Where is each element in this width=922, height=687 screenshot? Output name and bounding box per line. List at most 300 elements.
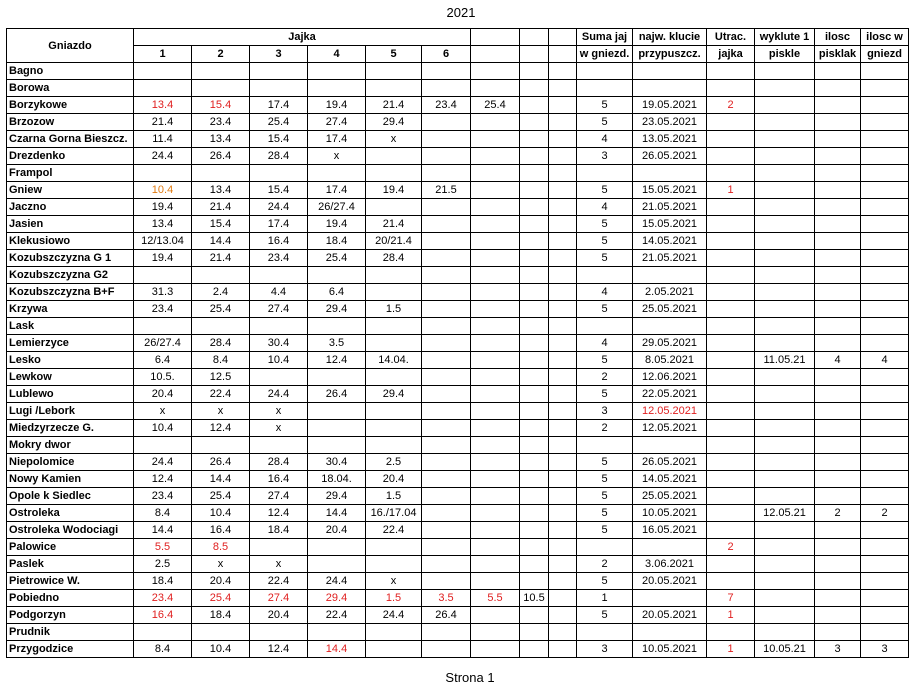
egg-date-6 xyxy=(422,624,471,641)
egg-date-3: 25.4 xyxy=(250,114,308,131)
nest-name: Kozubszczyzna B+F xyxy=(7,284,134,301)
egg-date-7 xyxy=(471,641,520,658)
egg-date-3: 27.4 xyxy=(250,488,308,505)
in-nest-count: 4 xyxy=(861,352,909,369)
egg-sum: 3 xyxy=(577,641,633,658)
lost-eggs xyxy=(707,454,755,471)
table-row xyxy=(7,522,909,539)
egg-date-4: 14.4 xyxy=(308,505,366,522)
lost-eggs xyxy=(707,216,755,233)
header-in-nest: ilosc w xyxy=(861,29,909,46)
egg-date-3: 15.4 xyxy=(250,182,308,199)
expected-hatch: 23.05.2021 xyxy=(633,114,707,131)
in-nest-count xyxy=(861,386,909,403)
egg-date-3 xyxy=(250,165,308,182)
egg-date-6: 3.5 xyxy=(422,590,471,607)
header-hatch: najw. klucie xyxy=(633,29,707,46)
egg-sum xyxy=(577,165,633,182)
spacer-cell xyxy=(549,250,577,267)
spacer-cell xyxy=(549,301,577,318)
lost-eggs xyxy=(707,420,755,437)
first-hatched xyxy=(755,437,815,454)
egg-date-6 xyxy=(422,369,471,386)
in-nest-count xyxy=(861,267,909,284)
table-row xyxy=(7,573,909,590)
first-hatched: 11.05.21 xyxy=(755,352,815,369)
egg-sum xyxy=(577,437,633,454)
first-hatched xyxy=(755,369,815,386)
egg-date-4: 24.4 xyxy=(308,573,366,590)
egg-date-8 xyxy=(520,556,549,573)
nest-name: Pietrowice W. xyxy=(7,573,134,590)
egg-date-4 xyxy=(308,437,366,454)
egg-date-1: 19.4 xyxy=(134,199,192,216)
egg-date-6 xyxy=(422,488,471,505)
expected-hatch xyxy=(633,437,707,454)
nest-name: Czarna Gorna Bieszcz. xyxy=(7,131,134,148)
egg-date-5: 22.4 xyxy=(366,522,422,539)
header-lost: Utrac. xyxy=(707,29,755,46)
spacer-cell xyxy=(549,369,577,386)
egg-date-7 xyxy=(471,182,520,199)
egg-date-7 xyxy=(471,488,520,505)
egg-date-4: 19.4 xyxy=(308,216,366,233)
egg-date-6 xyxy=(422,148,471,165)
egg-date-7 xyxy=(471,165,520,182)
egg-date-4: 6.4 xyxy=(308,284,366,301)
in-nest-count xyxy=(861,301,909,318)
nest-name: Miedzyrzecze G. xyxy=(7,420,134,437)
egg-date-2 xyxy=(192,165,250,182)
in-nest-count xyxy=(861,403,909,420)
egg-date-7 xyxy=(471,573,520,590)
first-hatched xyxy=(755,335,815,352)
chick-count xyxy=(815,386,861,403)
first-hatched xyxy=(755,624,815,641)
egg-date-4: 19.4 xyxy=(308,97,366,114)
egg-date-5 xyxy=(366,165,422,182)
first-hatched xyxy=(755,216,815,233)
egg-number-4: 4 xyxy=(308,46,366,63)
egg-date-8 xyxy=(520,471,549,488)
table-row xyxy=(7,386,909,403)
egg-sum: 5 xyxy=(577,233,633,250)
first-hatched xyxy=(755,318,815,335)
lost-eggs xyxy=(707,352,755,369)
lost-eggs xyxy=(707,556,755,573)
nest-name: Lewkow xyxy=(7,369,134,386)
egg-date-2: 8.4 xyxy=(192,352,250,369)
chick-count xyxy=(815,403,861,420)
egg-date-3: x xyxy=(250,403,308,420)
in-nest-count xyxy=(861,607,909,624)
egg-sum: 5 xyxy=(577,182,633,199)
egg-date-6 xyxy=(422,165,471,182)
egg-date-7 xyxy=(471,471,520,488)
egg-date-4: 17.4 xyxy=(308,182,366,199)
first-hatched xyxy=(755,607,815,624)
egg-date-1: 8.4 xyxy=(134,641,192,658)
egg-date-2: 23.4 xyxy=(192,114,250,131)
egg-date-5: 19.4 xyxy=(366,182,422,199)
egg-date-5 xyxy=(366,199,422,216)
header-row-1 xyxy=(7,29,909,46)
expected-hatch: 21.05.2021 xyxy=(633,199,707,216)
in-nest-count xyxy=(861,216,909,233)
spacer-cell xyxy=(549,63,577,80)
in-nest-count: 2 xyxy=(861,505,909,522)
egg-date-1: 11.4 xyxy=(134,131,192,148)
nest-name: Borzykowe xyxy=(7,97,134,114)
egg-date-8 xyxy=(520,114,549,131)
first-hatched xyxy=(755,590,815,607)
table-row xyxy=(7,318,909,335)
egg-date-1: 24.4 xyxy=(134,454,192,471)
header-in-nest-2: gniezd xyxy=(861,46,909,63)
egg-date-7 xyxy=(471,63,520,80)
header-chicks: ilosc xyxy=(815,29,861,46)
egg-date-8 xyxy=(520,301,549,318)
egg-sum: 4 xyxy=(577,199,633,216)
expected-hatch xyxy=(633,590,707,607)
egg-date-7 xyxy=(471,369,520,386)
egg-date-7 xyxy=(471,80,520,97)
in-nest-count xyxy=(861,522,909,539)
nest-name: Mokry dwor xyxy=(7,437,134,454)
chick-count xyxy=(815,369,861,386)
chick-count xyxy=(815,199,861,216)
egg-date-8 xyxy=(520,233,549,250)
egg-date-6 xyxy=(422,114,471,131)
egg-date-5: 28.4 xyxy=(366,250,422,267)
egg-date-3: x xyxy=(250,420,308,437)
in-nest-count xyxy=(861,556,909,573)
lost-eggs xyxy=(707,318,755,335)
table-row xyxy=(7,471,909,488)
egg-sum: 3 xyxy=(577,148,633,165)
expected-hatch xyxy=(633,165,707,182)
egg-date-2 xyxy=(192,624,250,641)
chick-count: 4 xyxy=(815,352,861,369)
egg-number-7 xyxy=(471,46,520,63)
spacer-cell xyxy=(549,522,577,539)
in-nest-count xyxy=(861,131,909,148)
egg-date-5: 2.5 xyxy=(366,454,422,471)
spacer-cell xyxy=(549,641,577,658)
expected-hatch: 10.05.2021 xyxy=(633,641,707,658)
egg-date-1: 12/13.04 xyxy=(134,233,192,250)
egg-date-7 xyxy=(471,301,520,318)
egg-date-3 xyxy=(250,80,308,97)
egg-date-8 xyxy=(520,267,549,284)
egg-date-7 xyxy=(471,607,520,624)
egg-sum xyxy=(577,624,633,641)
egg-date-7 xyxy=(471,250,520,267)
egg-date-1: 13.4 xyxy=(134,216,192,233)
egg-date-5: 21.4 xyxy=(366,97,422,114)
egg-date-2: x xyxy=(192,403,250,420)
egg-date-5 xyxy=(366,335,422,352)
egg-date-2: 15.4 xyxy=(192,97,250,114)
header-nest: Gniazdo xyxy=(7,29,134,63)
egg-date-7 xyxy=(471,148,520,165)
egg-sum: 5 xyxy=(577,250,633,267)
egg-date-1: 14.4 xyxy=(134,522,192,539)
egg-date-1: 24.4 xyxy=(134,148,192,165)
table-row xyxy=(7,403,909,420)
egg-date-5: 16./17.04 xyxy=(366,505,422,522)
table-row xyxy=(7,505,909,522)
egg-date-5 xyxy=(366,148,422,165)
egg-date-1: 31.3 xyxy=(134,284,192,301)
egg-date-4 xyxy=(308,556,366,573)
egg-date-8 xyxy=(520,250,549,267)
table-row xyxy=(7,335,909,352)
table-row xyxy=(7,267,909,284)
spacer-cell xyxy=(549,539,577,556)
spacer-cell xyxy=(549,471,577,488)
egg-date-1: 18.4 xyxy=(134,573,192,590)
spacer-cell xyxy=(549,233,577,250)
first-hatched xyxy=(755,284,815,301)
egg-date-4: 29.4 xyxy=(308,488,366,505)
chick-count xyxy=(815,420,861,437)
first-hatched xyxy=(755,471,815,488)
egg-date-8 xyxy=(520,148,549,165)
in-nest-count xyxy=(861,437,909,454)
egg-date-8 xyxy=(520,641,549,658)
in-nest-count xyxy=(861,233,909,250)
egg-date-7 xyxy=(471,437,520,454)
egg-date-2: 26.4 xyxy=(192,454,250,471)
egg-date-4: 29.4 xyxy=(308,590,366,607)
lost-eggs xyxy=(707,386,755,403)
egg-date-1: 16.4 xyxy=(134,607,192,624)
egg-sum: 5 xyxy=(577,352,633,369)
egg-date-6: 23.4 xyxy=(422,97,471,114)
spacer-cell xyxy=(549,165,577,182)
egg-date-1 xyxy=(134,267,192,284)
egg-sum: 3 xyxy=(577,403,633,420)
egg-sum: 5 xyxy=(577,114,633,131)
egg-date-3: 10.4 xyxy=(250,352,308,369)
egg-date-2: 25.4 xyxy=(192,301,250,318)
egg-date-2 xyxy=(192,437,250,454)
page-title: 2021 xyxy=(446,5,476,20)
lost-eggs xyxy=(707,114,755,131)
egg-date-1 xyxy=(134,318,192,335)
in-nest-count xyxy=(861,148,909,165)
egg-date-6 xyxy=(422,131,471,148)
header-lost-2: jajka xyxy=(707,46,755,63)
egg-date-6 xyxy=(422,522,471,539)
expected-hatch xyxy=(633,80,707,97)
egg-date-4 xyxy=(308,539,366,556)
egg-date-4: 30.4 xyxy=(308,454,366,471)
chick-count xyxy=(815,539,861,556)
egg-number-2: 2 xyxy=(192,46,250,63)
lost-eggs xyxy=(707,233,755,250)
egg-date-5 xyxy=(366,539,422,556)
egg-date-6 xyxy=(422,233,471,250)
egg-date-8 xyxy=(520,97,549,114)
egg-date-8 xyxy=(520,131,549,148)
expected-hatch: 20.05.2021 xyxy=(633,573,707,590)
egg-sum: 1 xyxy=(577,590,633,607)
expected-hatch: 26.05.2021 xyxy=(633,454,707,471)
egg-date-7: 25.4 xyxy=(471,97,520,114)
table-row xyxy=(7,369,909,386)
spacer-cell xyxy=(549,284,577,301)
egg-date-8 xyxy=(520,318,549,335)
table-row xyxy=(7,97,909,114)
chick-count xyxy=(815,267,861,284)
egg-date-8 xyxy=(520,624,549,641)
in-nest-count xyxy=(861,182,909,199)
spacer-cell xyxy=(549,607,577,624)
egg-date-4 xyxy=(308,318,366,335)
egg-date-4 xyxy=(308,165,366,182)
table-row xyxy=(7,607,909,624)
expected-hatch: 15.05.2021 xyxy=(633,182,707,199)
header-hatch-2: przypuszcz. xyxy=(633,46,707,63)
egg-date-4: 18.4 xyxy=(308,233,366,250)
egg-sum xyxy=(577,80,633,97)
egg-date-4: 17.4 xyxy=(308,131,366,148)
chick-count xyxy=(815,522,861,539)
egg-date-2: 21.4 xyxy=(192,199,250,216)
chick-count xyxy=(815,301,861,318)
in-nest-count xyxy=(861,318,909,335)
egg-date-4 xyxy=(308,403,366,420)
lost-eggs xyxy=(707,403,755,420)
egg-date-7 xyxy=(471,318,520,335)
egg-date-1: 19.4 xyxy=(134,250,192,267)
egg-date-3: 12.4 xyxy=(250,641,308,658)
egg-date-8 xyxy=(520,335,549,352)
egg-date-7 xyxy=(471,199,520,216)
egg-date-5: 21.4 xyxy=(366,216,422,233)
nest-name: Gniew xyxy=(7,182,134,199)
expected-hatch: 20.05.2021 xyxy=(633,607,707,624)
egg-date-4: 3.5 xyxy=(308,335,366,352)
expected-hatch: 21.05.2021 xyxy=(633,250,707,267)
egg-date-2 xyxy=(192,318,250,335)
egg-date-4: 27.4 xyxy=(308,114,366,131)
egg-date-5 xyxy=(366,284,422,301)
egg-date-1: 23.4 xyxy=(134,301,192,318)
lost-eggs xyxy=(707,131,755,148)
egg-date-4: 14.4 xyxy=(308,641,366,658)
table-row xyxy=(7,284,909,301)
lost-eggs: 2 xyxy=(707,97,755,114)
egg-date-5 xyxy=(366,437,422,454)
egg-date-6 xyxy=(422,284,471,301)
egg-date-1: x xyxy=(134,403,192,420)
chick-count xyxy=(815,80,861,97)
table-row xyxy=(7,437,909,454)
egg-date-4 xyxy=(308,420,366,437)
header-chicks-2: pisklak xyxy=(815,46,861,63)
nest-name: Brzozow xyxy=(7,114,134,131)
table-row xyxy=(7,352,909,369)
egg-date-6 xyxy=(422,437,471,454)
lost-eggs xyxy=(707,522,755,539)
nest-name: Ostroleka Wodociagi xyxy=(7,522,134,539)
chick-count xyxy=(815,165,861,182)
egg-date-5 xyxy=(366,403,422,420)
egg-date-6: 21.5 xyxy=(422,182,471,199)
egg-date-7 xyxy=(471,284,520,301)
egg-date-6 xyxy=(422,471,471,488)
egg-date-1 xyxy=(134,63,192,80)
in-nest-count xyxy=(861,471,909,488)
nest-name: Lesko xyxy=(7,352,134,369)
egg-date-3: 30.4 xyxy=(250,335,308,352)
egg-date-8: 10.5 xyxy=(520,590,549,607)
table-row xyxy=(7,182,909,199)
egg-date-5: 1.5 xyxy=(366,301,422,318)
chick-count xyxy=(815,233,861,250)
egg-date-4: 26.4 xyxy=(308,386,366,403)
in-nest-count xyxy=(861,624,909,641)
expected-hatch: 15.05.2021 xyxy=(633,216,707,233)
table-row xyxy=(7,454,909,471)
table-row xyxy=(7,539,909,556)
egg-date-5: 20.4 xyxy=(366,471,422,488)
table-row xyxy=(7,199,909,216)
egg-date-7 xyxy=(471,539,520,556)
egg-date-1 xyxy=(134,624,192,641)
expected-hatch xyxy=(633,267,707,284)
chick-count: 3 xyxy=(815,641,861,658)
spacer-cell xyxy=(549,352,577,369)
in-nest-count xyxy=(861,590,909,607)
egg-date-5: 24.4 xyxy=(366,607,422,624)
in-nest-count xyxy=(861,488,909,505)
expected-hatch: 25.05.2021 xyxy=(633,301,707,318)
egg-date-2 xyxy=(192,80,250,97)
spacer-cell xyxy=(549,403,577,420)
first-hatched: 12.05.21 xyxy=(755,505,815,522)
lost-eggs: 1 xyxy=(707,641,755,658)
egg-date-2: 12.5 xyxy=(192,369,250,386)
egg-date-3 xyxy=(250,318,308,335)
egg-date-6 xyxy=(422,199,471,216)
egg-date-8 xyxy=(520,539,549,556)
egg-date-3: 27.4 xyxy=(250,301,308,318)
first-hatched: 10.05.21 xyxy=(755,641,815,658)
first-hatched xyxy=(755,97,815,114)
first-hatched xyxy=(755,420,815,437)
egg-date-7: 5.5 xyxy=(471,590,520,607)
egg-date-2: 26.4 xyxy=(192,148,250,165)
table-row xyxy=(7,556,909,573)
nest-name: Palowice xyxy=(7,539,134,556)
nest-name: Nowy Kamien xyxy=(7,471,134,488)
spacer-cell xyxy=(549,590,577,607)
chick-count xyxy=(815,250,861,267)
egg-date-8 xyxy=(520,420,549,437)
nest-name: Przygodzice xyxy=(7,641,134,658)
egg-date-6 xyxy=(422,573,471,590)
egg-date-6 xyxy=(422,403,471,420)
egg-date-8 xyxy=(520,386,549,403)
expected-hatch: 29.05.2021 xyxy=(633,335,707,352)
spacer-cell xyxy=(549,131,577,148)
nest-name: Niepolomice xyxy=(7,454,134,471)
egg-date-1: 2.5 xyxy=(134,556,192,573)
